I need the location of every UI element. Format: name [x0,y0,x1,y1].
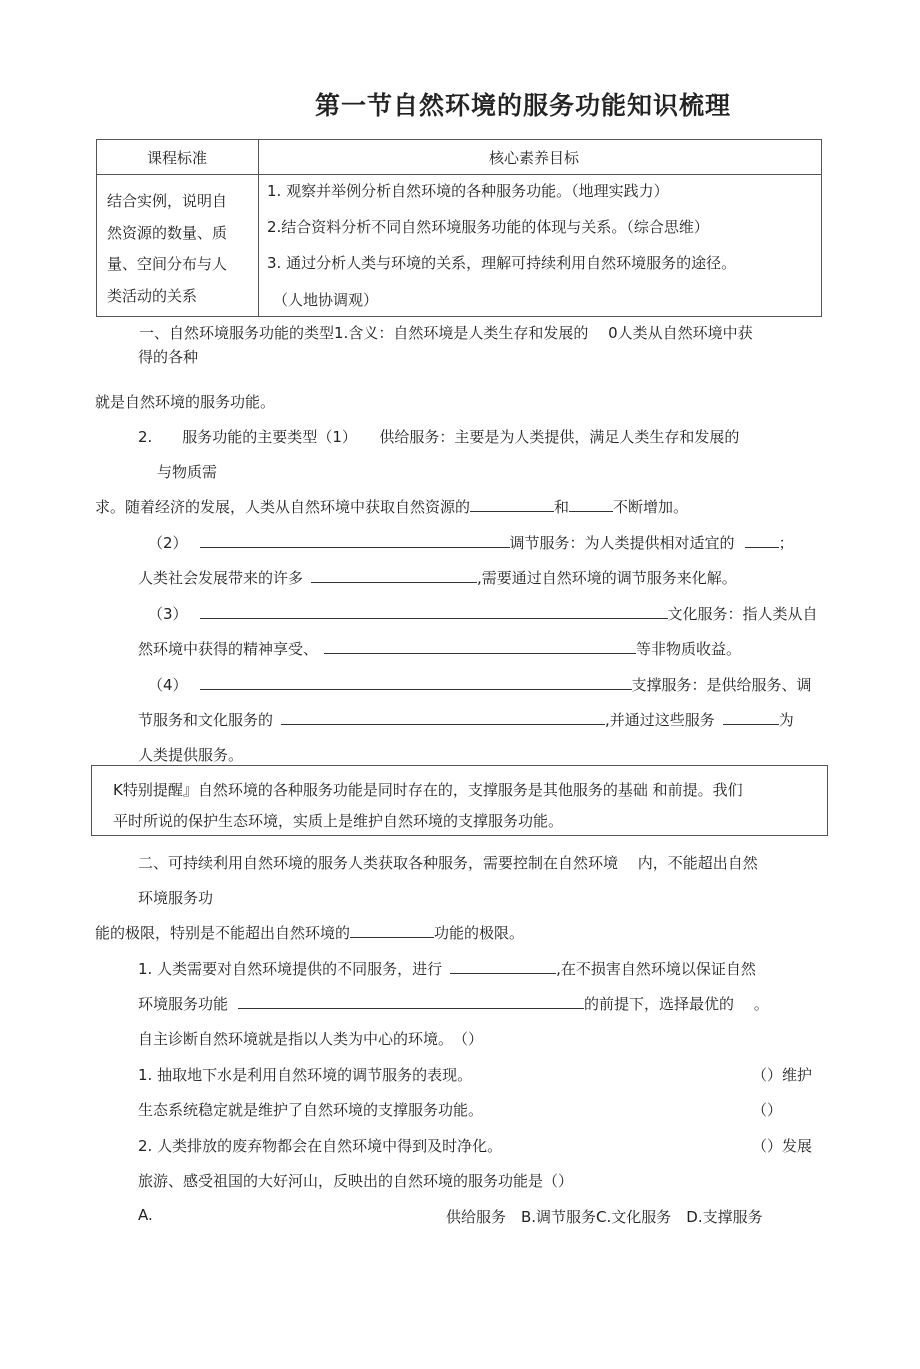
header-core-goals: 核心素养目标 [489,149,580,167]
support-service-line: 人类提供服务。 [138,746,244,764]
page-title: 第一节自然环境的服务功能知识梳理 [315,91,732,120]
section2-line: 二、可持续利用自然环境的服务人类获取各种服务，需要控制在自然环境 内，不能超出自然 [138,854,758,872]
fill-blank[interactable] [200,674,632,690]
answer-bracket[interactable]: （） [752,1101,783,1119]
regulation-service-line: （2） 调节服务：为人类提供相对适宜的 ； [148,534,794,552]
section2-item: 1. 人类需要对自然环境提供的不同服务，进行 ,在不损害自然环境以保证自然 [138,960,756,978]
fill-blank[interactable] [281,709,605,725]
section2-line: 环境服务功 [138,889,214,907]
diagnosis-line: 自主诊断自然环境就是指以人类为中心的环境。 （） [138,1030,484,1048]
answer-bracket[interactable]: （）发展 [752,1137,813,1155]
fill-blank[interactable] [450,958,556,974]
types-line: 与物质需 [157,463,218,481]
table-divider [258,140,259,316]
fill-blank[interactable] [311,567,477,583]
diagnosis-question: 1. 抽取地下水是利用自然环境的调节服务的表现。 [138,1066,473,1084]
answer-bracket[interactable]: （）维护 [752,1066,813,1084]
section1-line: 一、自然环境服务功能的类型1.含义：自然环境是人类生存和发展的 0人类从自然环境中获 [139,324,753,342]
fill-blank[interactable] [569,496,613,512]
standards-table [96,139,822,317]
reminder-line: K特别提醒』自然环境的各种服务功能是同时存在的，支撑服务是其他服务的基础 和前提。我们 [113,781,743,799]
option-a-label: A. [138,1206,153,1224]
regulation-service-line: 人类社会发展带来的许多 ,需要通过自然环境的调节服务来化解。 [138,569,737,587]
answer-options: 供给服务 B.调节服务C.文化服务 D.支撑服务 [446,1208,763,1226]
standard-line: 类活动的关系 [107,286,198,305]
standard-line: 结合实例，说明自 [107,192,228,210]
section1-line: 得的各种 [138,348,199,366]
section1-line: 就是自然环境的服务功能。 [95,393,276,411]
header-course-standard: 课程标准 [147,149,208,167]
fill-blank[interactable] [745,532,779,548]
fill-blank[interactable] [470,496,554,512]
diagnosis-question: 2. 人类排放的废弃物都会在自然环境中得到及时净化。 [138,1137,503,1155]
support-service-line: （4） 支撑服务：是供给服务、调 [148,676,812,694]
fill-blank[interactable] [723,709,779,725]
course-standard-text [107,186,249,312]
section2-line: 能的极限，特别是不能超出自然环境的 功能的极限。 [95,924,525,942]
culture-service-line: （3） 文化服务：指人类从自 [148,605,818,623]
section2-item: 环境服务功能 的前提下，选择最优的 。 [138,995,769,1013]
goal-item: （人地协调观） [273,291,379,309]
goal-item: 2.结合资料分析不同自然环境服务功能的体现与关系。（综合思维） [267,218,709,236]
fill-blank[interactable] [200,532,510,548]
support-service-line: 节服务和文化服务的 ,并通过这些服务 为 [138,711,794,729]
fill-blank[interactable] [324,638,636,654]
table-divider [97,174,821,175]
fill-blank[interactable] [350,922,434,938]
goal-item: 3. 通过分析人类与环境的关系，理解可持续利用自然环境服务的途径。 [267,254,737,272]
fill-blank[interactable] [238,993,584,1009]
fill-blank[interactable] [200,603,668,619]
reminder-line: 平时所说的保护生态环境，实质上是维护自然环境的支撑服务功能。 [113,812,564,830]
supply-service-line: 求。随着经济的发展，人类从自然环境中获取自然资源的 和 不断增加。 [95,498,689,516]
culture-service-line: 然环境中获得的精神享受、 等非物质收益。 [138,640,742,658]
diagnosis-question: 生态系统稳定就是维护了自然环境的支撑服务功能。 [138,1101,484,1119]
standard-line: 量、空间分布与人 [107,255,228,273]
goal-item: 1. 观察并举例分析自然环境的各种服务功能。（地理实践力） [267,182,669,200]
types-heading: 2. 服务功能的主要类型（1） 供给服务：主要是为人类提供，满足人类生存和发展的 [138,428,740,446]
special-reminder-box [91,765,828,836]
diagnosis-question: 旅游、感受祖国的大好河山，反映出的自然环境的服务功能是（） [138,1172,574,1190]
standard-line: 然资源的数量、质 [107,223,228,242]
